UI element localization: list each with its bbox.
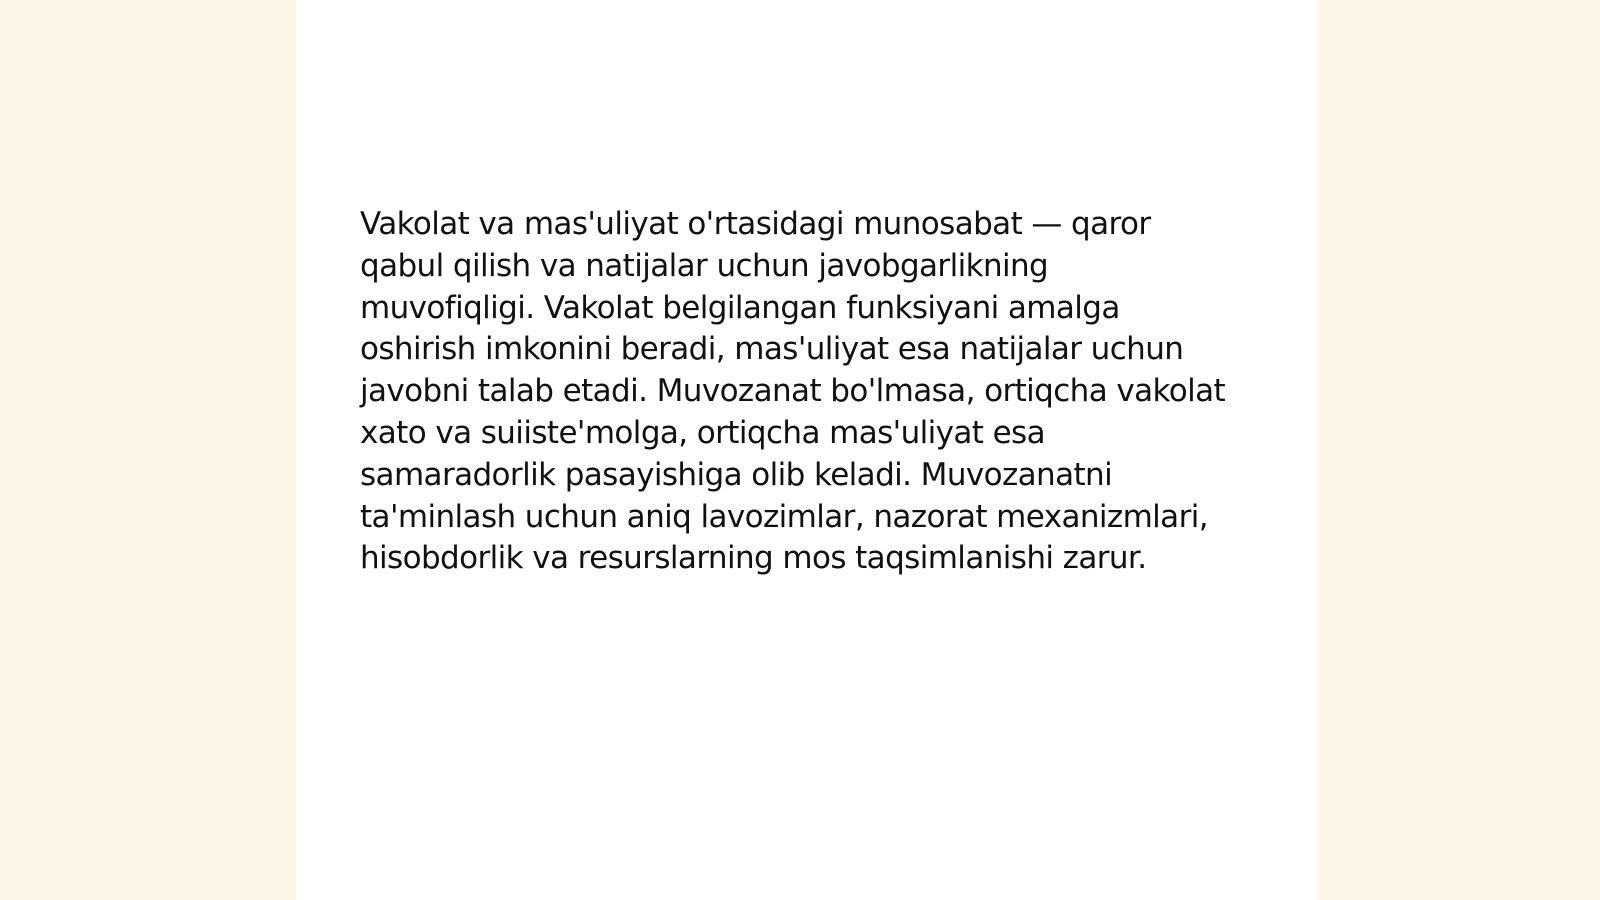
document-page <box>296 0 1318 900</box>
body-paragraph: Vakolat va mas'uliyat o'rtasidagi munosabat — qaror qabul qilish va natijalar uchun javobgarlikning muvofiqligi. Vakolat belgilangan funksiyani amalga oshirish imkonini beradi, mas'uliyat esa natijalar uchun javobni talab etadi. Muvozanat bo'lmasa, ortiqcha vakolat xato va suiiste'molga, ortiqcha mas'uliyat esa samaradorlik pasayishiga olib keladi. Muvozanatni ta'minlash uchun aniq lavozimlar, nazorat mexanizmlari, hisobdorlik va resurslarning mos taqsimlanishi zarur. <box>360 206 1226 577</box>
